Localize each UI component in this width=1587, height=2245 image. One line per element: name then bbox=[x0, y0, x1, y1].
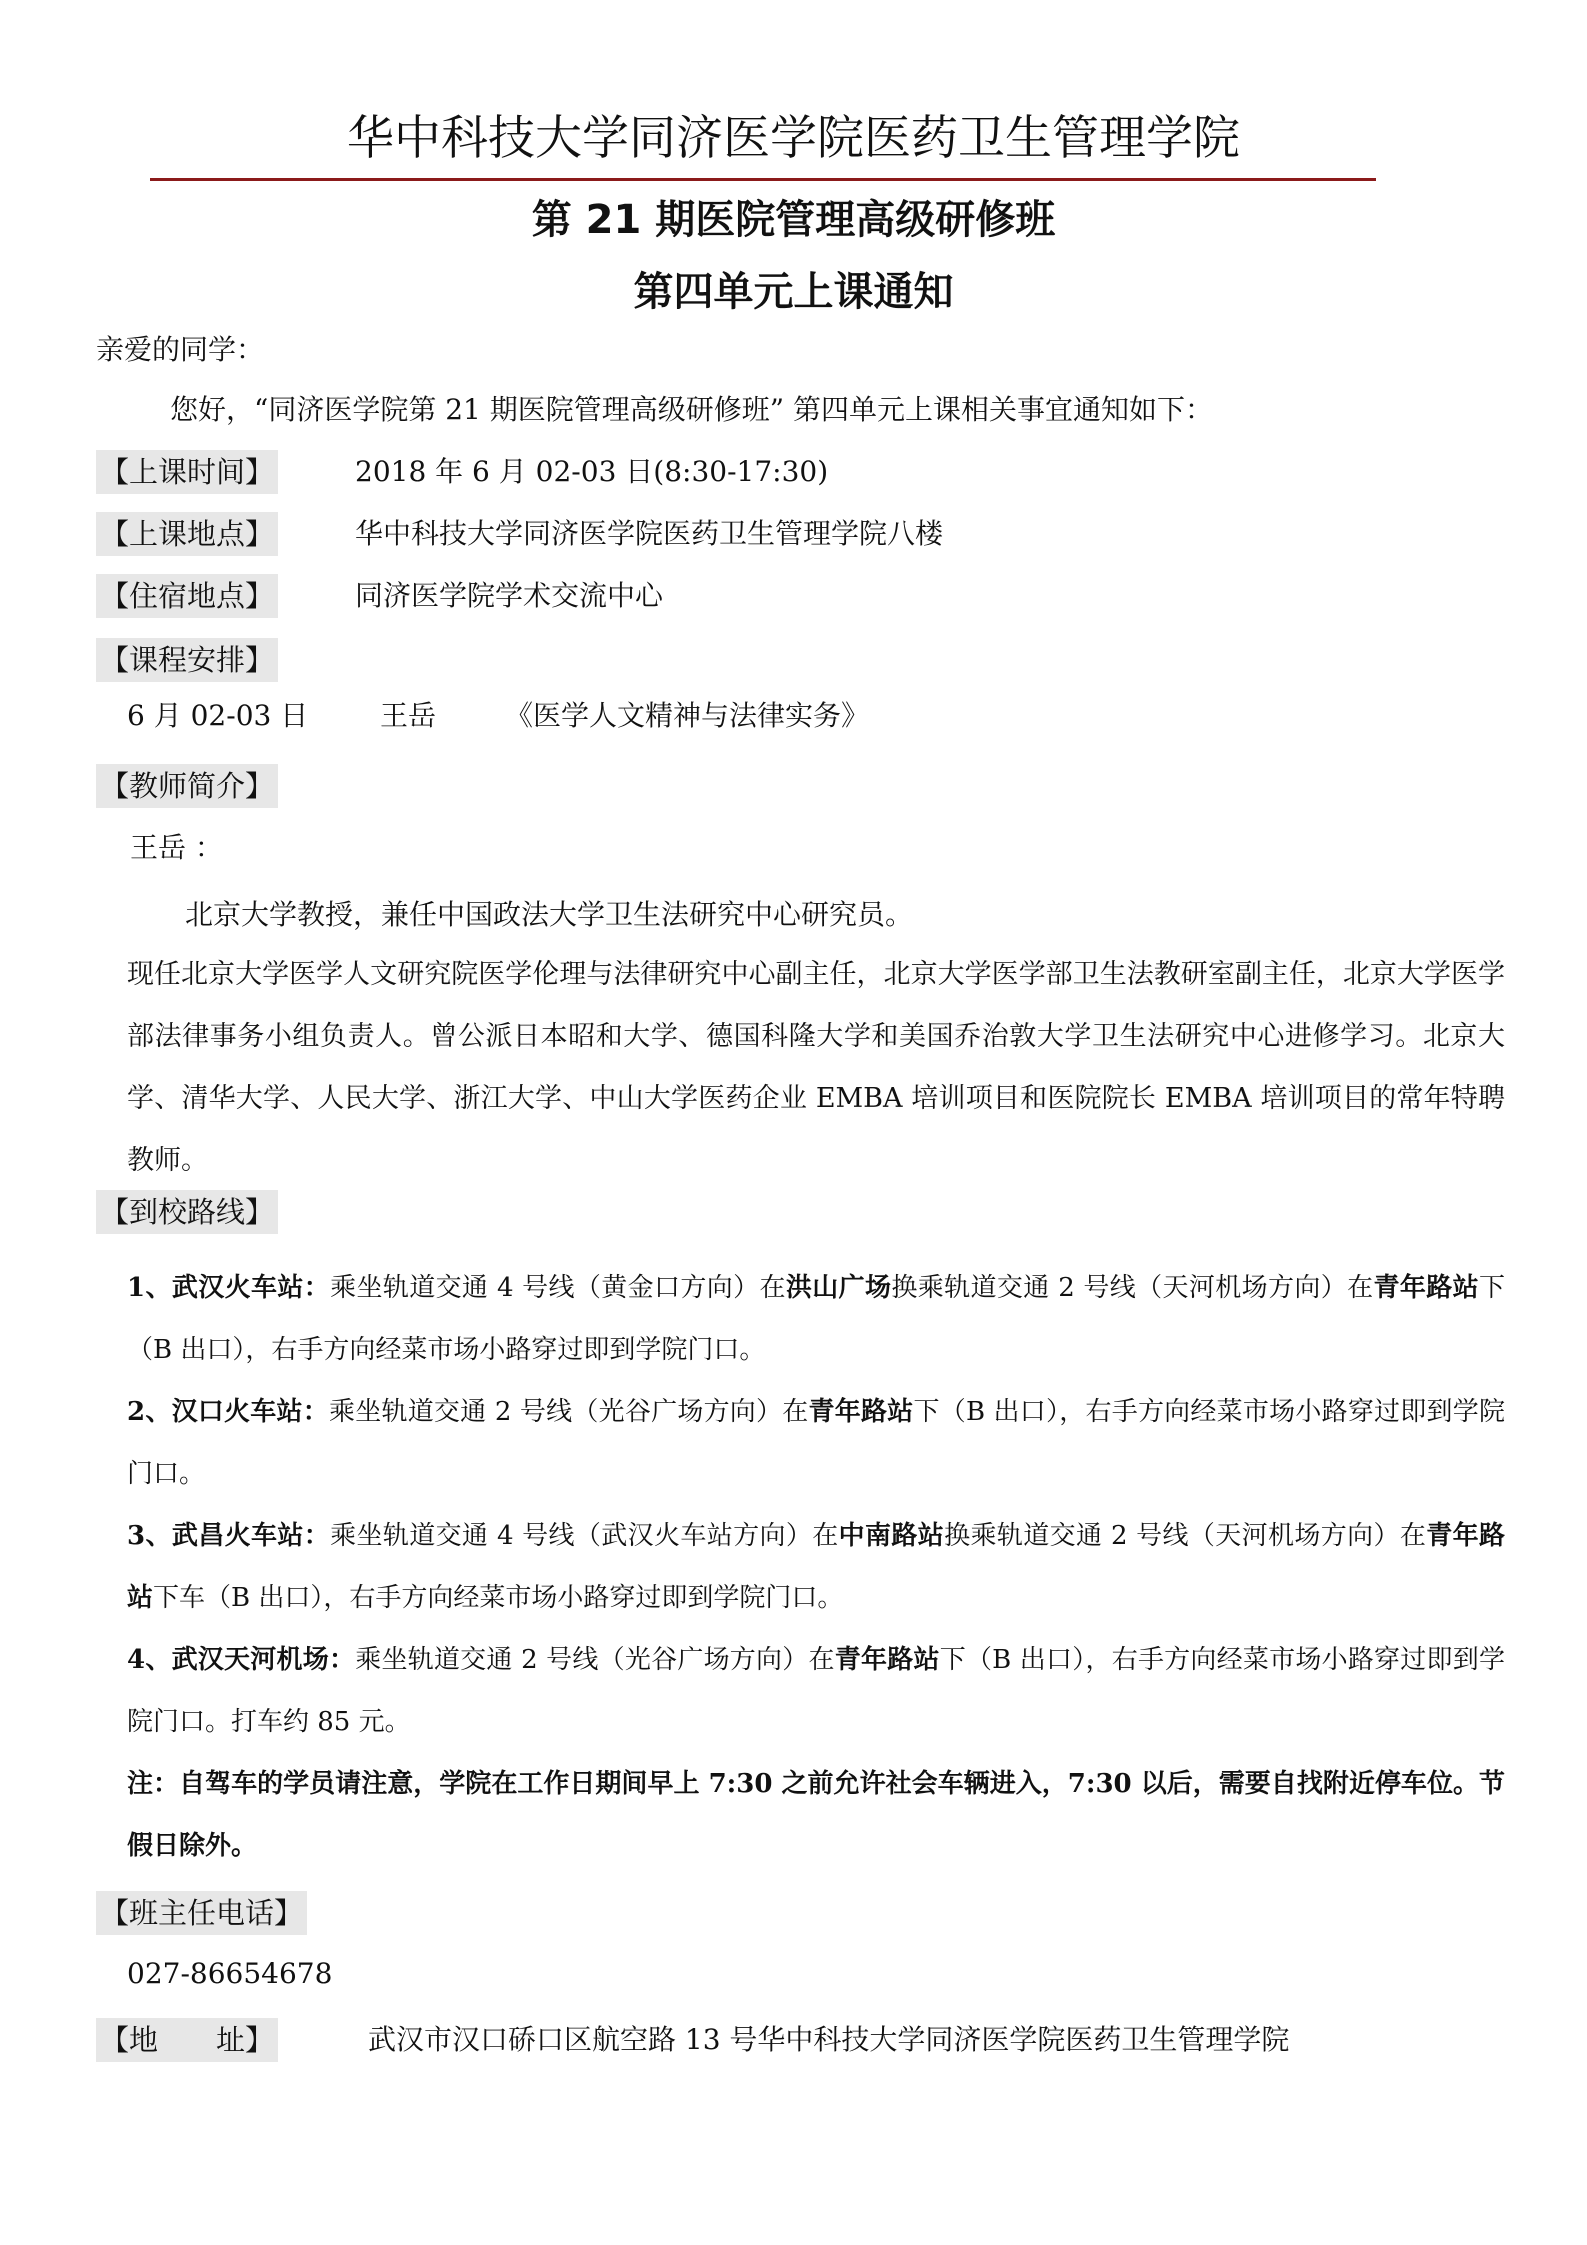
greeting: 亲爱的同学： bbox=[96, 333, 265, 366]
course-title: 第 21 期医院管理高级研修班 bbox=[531, 197, 1056, 243]
class-location-label: 【上课地点】 bbox=[96, 512, 278, 556]
schedule-teacher: 王岳 bbox=[380, 699, 437, 732]
route-2-station: 汉口火车站： bbox=[171, 1397, 329, 1427]
routes-label: 【到校路线】 bbox=[96, 1190, 278, 1234]
lodging-value: 同济医学院学术交流中心 bbox=[355, 579, 664, 612]
class-time-label: 【上课时间】 bbox=[96, 450, 278, 494]
route-1-text-1: 乘坐轨道交通 4 号线（黄金口方向）在 bbox=[330, 1273, 786, 1303]
route-4-num: 4、 bbox=[127, 1645, 172, 1675]
route-3 bbox=[127, 1505, 1505, 1629]
route-4 bbox=[127, 1629, 1505, 1753]
parking-note: 注：自驾车的学员请注意，学院在工作日期间早上 7:30 之前允许社会车辆进入，7:30 以后，需要自找附近停车位。节假日除外。 bbox=[127, 1769, 1505, 1861]
route-2-stop-1: 青年路站 bbox=[808, 1397, 914, 1427]
schedule-date: 6 月 02-03 日 bbox=[127, 699, 309, 732]
lodging-label: 【住宿地点】 bbox=[96, 574, 278, 618]
route-3-station: 武昌火车站： bbox=[171, 1521, 331, 1551]
route-3-stop-1: 中南路站 bbox=[838, 1521, 945, 1551]
route-1-text-3: 下（B 出口），右手方向经菜市场小路穿过即到学院门口。 bbox=[127, 1273, 1505, 1365]
class-location-value: 华中科技大学同济医学院医药卫生管理学院八楼 bbox=[355, 517, 944, 550]
address-label: 【地 址】 bbox=[96, 2018, 278, 2062]
route-2-num: 2、 bbox=[127, 1397, 172, 1427]
school-title: 华中科技大学同济医学院医药卫生管理学院 bbox=[347, 111, 1240, 166]
route-1-station: 武汉火车站： bbox=[171, 1273, 331, 1303]
schedule-course: 《医学人文精神与法律实务》 bbox=[505, 699, 870, 732]
route-3-text-3: 下车（B 出口），右手方向经菜市场小路穿过即到学院门口。 bbox=[153, 1583, 844, 1613]
route-1-num: 1、 bbox=[127, 1273, 172, 1303]
notice-title: 第四单元上课通知 bbox=[633, 269, 954, 315]
route-2-text-2: 下（B 出口），右手方向经菜市场小路穿过即到学院门口。 bbox=[127, 1397, 1505, 1489]
title-divider bbox=[150, 178, 1376, 181]
route-4-text-2: 下（B 出口），右手方向经菜市场小路穿过即到学院门口。打车约 85 元。 bbox=[127, 1645, 1505, 1737]
teacher-name: 王岳 ： bbox=[130, 831, 223, 864]
intro-text: 您好，“同济医学院第 21 期医院管理高级研修班” 第四单元上课相关事宜通知如下： bbox=[170, 393, 1213, 426]
route-2-text-1: 乘坐轨道交通 2 号线（光谷广场方向）在 bbox=[328, 1397, 809, 1427]
teacher-intro-label: 【教师简介】 bbox=[96, 764, 278, 808]
route-1 bbox=[127, 1257, 1505, 1381]
route-4-stop-1: 青年路站 bbox=[834, 1645, 940, 1675]
class-time-value: 2018 年 6 月 02-03 日(8:30-17:30) bbox=[355, 455, 829, 488]
route-2 bbox=[127, 1381, 1505, 1505]
teacher-title-line: 北京大学教授，兼任中国政法大学卫生法研究中心研究员。 bbox=[185, 898, 914, 931]
contact-label: 【班主任电话】 bbox=[96, 1891, 307, 1935]
route-3-text-2: 换乘轨道交通 2 号线（天河机场方向）在 bbox=[944, 1521, 1427, 1551]
teacher-bio: 现任北京大学医学人文研究院医学伦理与法律研究中心副主任，北京大学医学部卫生法教研室副主任，北京大学医学部法律事务小组负责人。曾公派日本昭和大学、德国科隆大学和美国乔治敦大学卫生法研究中心进修学习。北京大学、清华大学、人民大学、浙江大学、中山大学医药企业 EMBA 培训项目和医院院长 EMBA 培训项目的常年特聘教师。 bbox=[127, 959, 1505, 1176]
route-3-text-1: 乘坐轨道交通 4 号线（武汉火车站方向）在 bbox=[330, 1521, 839, 1551]
contact-phone: 027-86654678 bbox=[127, 1957, 333, 1990]
route-1-text-2: 换乘轨道交通 2 号线（天河机场方向）在 bbox=[891, 1273, 1374, 1303]
schedule-label: 【课程安排】 bbox=[96, 638, 278, 682]
route-1-stop-2: 青年路站 bbox=[1373, 1273, 1479, 1303]
route-1-stop-1: 洪山广场 bbox=[785, 1273, 892, 1303]
address-value: 武汉市汉口硚口区航空路 13 号华中科技大学同济医学院医药卫生管理学院 bbox=[368, 2023, 1290, 2056]
route-3-stop-2: 青年路站 bbox=[127, 1521, 1505, 1613]
route-3-num: 3、 bbox=[127, 1521, 172, 1551]
route-4-station: 武汉天河机场： bbox=[171, 1645, 356, 1675]
route-4-text-1: 乘坐轨道交通 2 号线（光谷广场方向）在 bbox=[355, 1645, 835, 1675]
